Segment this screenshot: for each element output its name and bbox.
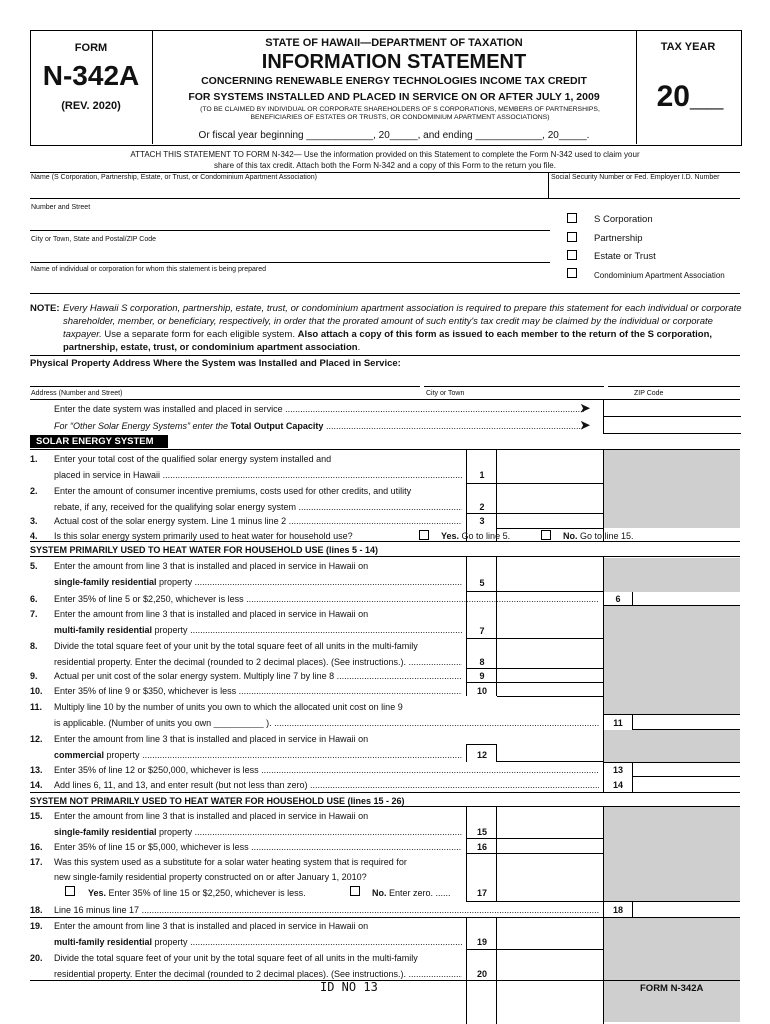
- span: Enter 35% of line 15 or $2,250, whichever is less.: [108, 888, 306, 898]
- line-14-text: [54, 780, 599, 790]
- form-label: FORM: [74, 42, 108, 54]
- span: [192, 577, 462, 587]
- note-text: Every Hawaii S corporation, partnership, estate, trust, or condominium apartment association is required to prepare this statement for each individual or corporate shareholder, member, or beneficiary, respectively, in order that the prorated amount of such entity's tax credit may be claimed by the individual or corporate taxpayer.: [63, 303, 742, 340]
- section-non-heat-water: SYSTEM NOT PRIMARILY USED TO HEAT WATER FOR HOUSEHOLD USE (lines 15 - 26): [30, 796, 405, 806]
- rule: [603, 556, 604, 792]
- span: is applicable. (Number of units you own __________ ).: [54, 718, 272, 728]
- line-10-text: [54, 686, 462, 696]
- rule: [603, 806, 604, 1024]
- arrow-icon: ➤: [580, 401, 591, 415]
- form-revision: (REV. 2020): [61, 100, 121, 112]
- line-11-text-2: [54, 718, 599, 728]
- rule: [466, 744, 467, 762]
- span: [272, 718, 599, 728]
- span: Enter 35% of line 15 or $5,000, whichever is less: [54, 842, 249, 852]
- span: [323, 421, 584, 431]
- note-block: [30, 302, 742, 354]
- span: [192, 827, 462, 837]
- output-capacity-label: For “Other Solar Energy Systems” enter the: [54, 421, 229, 431]
- claim-note: (TO BE CLAIMED BY INDIVIDUAL OR CORPORATE SHAREHOLDERS OF S CORPORATIONS, MEMBERS OF PARTNERSHIPS, BENEFICIARIES OF ESTATES OR TRUSTS, OR CONDOMINIUM APARTMENT ASSOCIATIONS): [200, 106, 600, 121]
- span: property: [152, 625, 188, 635]
- b: single-family residential: [54, 827, 157, 837]
- line-11-text: Multiply line 10 by the number of units you own to which the allocated unit cost on line 9: [54, 702, 403, 712]
- line-11-box-number: 11: [613, 718, 623, 728]
- rule: [466, 449, 467, 541]
- line-13-box-number: 13: [612, 765, 623, 775]
- line-8-text: Divide the total square feet of your unit by the total square feet of all units in the multi-family: [54, 641, 418, 651]
- line-15-text-2: [54, 827, 462, 837]
- line-6-number: 6.: [30, 594, 38, 604]
- rule: [30, 980, 740, 981]
- line-6-text: [54, 594, 599, 604]
- line-8-text-2: [54, 657, 462, 667]
- rule: [466, 838, 496, 839]
- line-2-number: 2.: [30, 486, 38, 496]
- fiscal-year-line[interactable]: Or fiscal year beginning ____________, 20_____, and ending ____________, 20_____.: [198, 130, 590, 141]
- span: Enter 35% of line 12 or $250,000, whichever is less: [54, 765, 259, 775]
- line-1-text-2: [54, 470, 462, 480]
- rule: [466, 949, 496, 950]
- span: [140, 750, 462, 760]
- rule: [603, 714, 740, 715]
- line-20-box-number: 20: [476, 969, 487, 979]
- line-6-box-number: 6: [615, 594, 621, 604]
- span: Line 16 minus line 17: [54, 905, 140, 915]
- line-20-text-2: [54, 969, 462, 979]
- line-10-box-number: 10: [476, 686, 487, 696]
- line-17-yes-checkbox[interactable]: [65, 886, 75, 896]
- span: Add lines 6, 11, and 13, and enter result (but not less than zero): [54, 780, 308, 790]
- line-15-number: 15.: [30, 811, 43, 821]
- individual-field-label: Name of individual or corporation for whom this statement is being prepared: [31, 266, 267, 273]
- street-field-label: Number and Street: [31, 204, 91, 211]
- span: residential property. Enter the decimal (rounded to 2 decimal places). (See instructions.).: [54, 969, 407, 979]
- rule: [466, 591, 496, 592]
- rule: [30, 293, 740, 294]
- line-4-no-checkbox[interactable]: [541, 530, 551, 540]
- line-12-text: Enter the amount from line 3 that is installed and placed in service in Hawaii on: [54, 734, 369, 744]
- shaded-area: [604, 558, 740, 592]
- line-4-text: Is this solar energy system primarily used to heat water for household use?: [54, 531, 353, 541]
- rule: [30, 806, 740, 807]
- span: Enter 35% of line 5 or $2,250, whichever is less: [54, 594, 244, 604]
- rule: [466, 483, 496, 484]
- attach-note: ATTACH THIS STATEMENT TO FORM N-342— Use the information provided on this Statement to complete the Form N-342 used to claim your share of this tax credit. Attach both the Form N-342 and a copy of this Form to the return you file.: [130, 150, 640, 170]
- rule: [466, 853, 496, 854]
- line-2-amount-input[interactable]: [497, 484, 603, 514]
- rule: [466, 806, 467, 902]
- line-9-amount-input[interactable]: [497, 669, 603, 683]
- line-8-number: 8.: [30, 641, 38, 651]
- rule: [30, 386, 420, 387]
- rule: [603, 605, 740, 606]
- line-17-amount-input[interactable]: [497, 854, 603, 901]
- span: [406, 969, 462, 979]
- shaded-area: [604, 450, 740, 528]
- line-19-text-2: [54, 937, 462, 947]
- line-16-amount-input[interactable]: [497, 839, 603, 854]
- line-16-text: [54, 842, 462, 852]
- rule: [466, 744, 496, 745]
- rule: [466, 668, 496, 669]
- note-text-3: Also attach a copy of this form as issued to each member to the return of the S corporation, partnership, estate, trust, or condominium apartment association: [63, 329, 713, 353]
- partnership-label: Partnership: [594, 233, 643, 244]
- span: Enter 35% of line 9 or $350, whichever is less: [54, 686, 237, 696]
- shaded-area: [604, 730, 740, 762]
- line-15-box-number: 15: [476, 827, 487, 837]
- condominium-label: Condominium Apartment Association: [594, 271, 725, 280]
- span: property: [156, 827, 193, 837]
- span: property: [104, 750, 140, 760]
- arrow-icon: ➤: [580, 418, 591, 432]
- line-3-number: 3.: [30, 516, 38, 526]
- line-13-number: 13.: [30, 765, 43, 775]
- footer-id: ID NO 13: [320, 980, 378, 994]
- line-12-text-2: [54, 750, 462, 760]
- agency-name: STATE OF HAWAII—DEPARTMENT OF TAXATION: [265, 37, 523, 49]
- rule: [466, 682, 496, 683]
- line-15-amount-input[interactable]: [497, 807, 603, 839]
- b: No.: [563, 531, 578, 541]
- install-date-label: Enter the date system was installed and placed in service: [54, 404, 283, 414]
- zip-label: ZIP Code: [634, 390, 664, 397]
- rule: [603, 762, 740, 763]
- line-19-amount-input[interactable]: [497, 918, 603, 950]
- condominium-checkbox[interactable]: [567, 268, 577, 278]
- line-12-number: 12.: [30, 734, 43, 744]
- shaded-area: [604, 918, 740, 1022]
- line-5-amount-input[interactable]: [497, 557, 603, 592]
- span: Go to line 15.: [580, 531, 634, 541]
- line-2-text-2: [54, 502, 462, 512]
- line-14-amount-input[interactable]: [633, 777, 740, 791]
- line-1-amount-input[interactable]: [497, 450, 603, 484]
- form-subtitle-2: FOR SYSTEMS INSTALLED AND PLACED IN SERVICE ON OR AFTER JULY 1, 2009: [188, 91, 600, 103]
- rule: [548, 172, 549, 198]
- rule: [466, 513, 603, 514]
- line-13-amount-input[interactable]: [633, 762, 740, 777]
- b: multi-family residential: [54, 937, 153, 947]
- section-heat-water: SYSTEM PRIMARILY USED TO HEAT WATER FOR HOUSEHOLD USE (lines 5 - 14): [30, 545, 379, 555]
- line-18-amount-input[interactable]: [633, 902, 740, 917]
- shaded-area: [604, 806, 740, 901]
- span: Actual per unit cost of the solar energy system. Multiply line 7 by line 8: [54, 671, 335, 681]
- line-7-amount-input[interactable]: [497, 606, 603, 639]
- line-3-amount-input[interactable]: [497, 514, 603, 529]
- line-7-text: Enter the amount from line 3 that is installed and placed in service in Hawaii on: [54, 609, 369, 619]
- line-5-number: 5.: [30, 561, 38, 571]
- b: No.: [372, 888, 387, 898]
- note-label: NOTE:: [30, 303, 60, 314]
- line-4-number: 4.: [30, 531, 38, 541]
- line-17-text-2: new single-family residential property constructed on or after January 1, 2010?: [54, 872, 367, 882]
- line-8-box-number: 8: [479, 657, 485, 667]
- rule: [466, 638, 496, 639]
- line-16-number: 16.: [30, 842, 43, 852]
- b: Yes.: [441, 531, 460, 541]
- span: [139, 905, 599, 915]
- line-8-amount-input[interactable]: [497, 639, 603, 669]
- line-17-no: No. Enter zero. ......: [372, 888, 451, 898]
- span: [259, 765, 599, 775]
- line-2-box-number: 2: [479, 502, 485, 512]
- line-6-amount-input[interactable]: [633, 592, 740, 606]
- line-3-box-number: 3: [479, 516, 485, 526]
- b: commercial: [54, 750, 105, 760]
- line-4-no: [563, 531, 634, 541]
- span: [188, 937, 462, 947]
- line-1-number: 1.: [30, 454, 38, 464]
- line-10-number: 10.: [30, 686, 43, 696]
- line-17-text: Was this system used as a substitute for a solar water heating system that is required for: [54, 857, 407, 867]
- line-9-box-number: 9: [479, 671, 485, 681]
- rule: [30, 917, 740, 918]
- rule: [30, 230, 550, 231]
- line-10-amount-input[interactable]: [497, 683, 603, 697]
- line-19-number: 19.: [30, 921, 43, 931]
- city-town-label: City or Town: [426, 390, 465, 397]
- span: [406, 657, 462, 667]
- name-field-label: Name (S Corporation, Partnership, Estate, or Trust, or Condominium Apartment Association): [31, 174, 317, 181]
- b: Yes.: [88, 888, 107, 898]
- line-9-text: [54, 671, 462, 681]
- span: property: [152, 937, 188, 947]
- line-18-number: 18.: [30, 905, 43, 915]
- line-15-text: Enter the amount from line 3 that is installed and placed in service in Hawaii on: [54, 811, 369, 821]
- line-20-text: Divide the total square feet of your unit by the total square feet of all units in the multi-family: [54, 953, 418, 963]
- line-14-number: 14.: [30, 780, 43, 790]
- line-12-box-number: 12: [476, 750, 487, 760]
- line-20-number: 20.: [30, 953, 43, 963]
- line-18-text: [54, 905, 599, 915]
- span: [308, 780, 600, 790]
- rule: [608, 386, 740, 387]
- line-17-yes: [88, 888, 306, 898]
- line-14-box-number: 14: [612, 780, 623, 790]
- b: multi-family residential: [54, 625, 153, 635]
- note-text-2: Use a separate form for each eligible system.: [104, 329, 295, 340]
- line-7-number: 7.: [30, 609, 38, 619]
- span: Enter zero.: [389, 888, 434, 898]
- estate-trust-label: Estate or Trust: [594, 251, 656, 262]
- line-1-text: Enter your total cost of the qualified solar energy system installed and: [54, 454, 332, 464]
- footer-form-number: FORM N-342A: [640, 983, 704, 994]
- span: Actual cost of the solar energy system. Line 1 minus line 2: [54, 516, 287, 526]
- span: [296, 502, 462, 512]
- span: [286, 516, 462, 526]
- header-divider-right: [636, 30, 637, 144]
- line-4-yes: [441, 531, 510, 541]
- span: [249, 842, 462, 852]
- span: placed in service in Hawaii: [54, 470, 161, 480]
- line-5-text: Enter the amount from line 3 that is installed and placed in service in Hawaii on: [54, 561, 369, 571]
- rule: [30, 198, 740, 199]
- line-3-text: [54, 516, 462, 526]
- rule: [30, 262, 550, 263]
- form-title: INFORMATION STATEMENT: [261, 51, 527, 73]
- ssn-field-label: Social Security Number or Fed. Employer I.D. Number: [551, 174, 720, 181]
- tax-year-value[interactable]: 20__: [656, 80, 724, 113]
- city-field-label: City or Town, State and Postal/ZIP Code: [31, 236, 157, 243]
- form-number: N-342A: [42, 60, 140, 91]
- span: [244, 594, 599, 604]
- estate-trust-checkbox[interactable]: [567, 250, 577, 260]
- rule: [30, 792, 740, 793]
- install-date-row: [54, 404, 584, 414]
- address-label: Address (Number and Street): [31, 390, 123, 397]
- rule: [30, 172, 740, 173]
- span: [160, 470, 462, 480]
- rule: [466, 556, 467, 696]
- rule: [30, 556, 740, 557]
- span: property: [156, 577, 193, 587]
- install-date-input[interactable]: [603, 400, 741, 417]
- line-1-box-number: 1: [479, 470, 485, 480]
- line-11-amount-input[interactable]: [633, 714, 740, 730]
- line-7-text-2: [54, 625, 462, 635]
- span: Go to line 5.: [461, 531, 511, 541]
- tax-year-label: TAX YEAR: [660, 41, 716, 53]
- line-16-box-number: 16: [476, 842, 487, 852]
- s-corporation-label: S Corporation: [594, 214, 653, 225]
- line-19-box-number: 19: [476, 937, 487, 947]
- output-capacity-bold: Total Output Capacity: [230, 421, 324, 431]
- line-17-box-number: 17: [476, 888, 487, 898]
- rule: [30, 355, 740, 356]
- line-19-text: Enter the amount from line 3 that is installed and placed in service in Hawaii on: [54, 921, 369, 931]
- partnership-checkbox[interactable]: [567, 232, 577, 242]
- span: [236, 686, 462, 696]
- form-subtitle-1: CONCERNING RENEWABLE ENERGY TECHNOLOGIES INCOME TAX CREDIT: [201, 75, 587, 87]
- line-4-yes-checkbox[interactable]: [419, 530, 429, 540]
- note-body: Every Hawaii S corporation, partnership, estate, trust, or condominium apartment association is required to prepare this statement for each individual or corporate shareholder, member, or beneficiary, respectively, in order that the prorated amount of such entity's tax credit may be claimed by the individual or corporate taxpayer. Use a separate form for each eligible system. Also attach a copy of this form as issued to each member to the return of the S corporation, partnership, estate, trust, or condominium apartment association.: [63, 303, 742, 353]
- output-capacity-row: [54, 421, 584, 431]
- output-capacity-input[interactable]: [603, 416, 741, 434]
- line-2-text: Enter the amount of consumer incentive premiums, costs used for other credits, and utility: [54, 486, 412, 496]
- line-5-text-2: [54, 577, 462, 587]
- b: single-family residential: [54, 577, 157, 587]
- line-17-no-checkbox[interactable]: [350, 886, 360, 896]
- span: rebate, if any, received for the qualifying solar energy system: [54, 502, 296, 512]
- rule: [30, 541, 740, 542]
- rule: [424, 386, 604, 387]
- property-heading: Physical Property Address Where the System was Installed and Placed in Service:: [30, 358, 401, 369]
- span: [283, 404, 584, 414]
- span: [188, 625, 462, 635]
- span: residential property. Enter the decimal (rounded to 2 decimal places). (See instructions.).: [54, 657, 407, 667]
- line-20-amount-input[interactable]: [497, 950, 603, 980]
- line-5-box-number: 5: [479, 578, 485, 588]
- line-9-number: 9.: [30, 671, 38, 681]
- line-7-box-number: 7: [479, 626, 485, 636]
- line-18-box-number: 18: [612, 905, 623, 915]
- rule: [466, 918, 467, 1024]
- shaded-area: [604, 606, 740, 714]
- line-13-text: [54, 765, 599, 775]
- s-corporation-checkbox[interactable]: [567, 213, 577, 223]
- span: [334, 671, 462, 681]
- line-11-number: 11.: [30, 702, 43, 712]
- line-17-number: 17.: [30, 857, 43, 867]
- section-solar-label: SOLAR ENERGY SYSTEM: [30, 435, 168, 448]
- line-12-amount-input[interactable]: [497, 730, 603, 762]
